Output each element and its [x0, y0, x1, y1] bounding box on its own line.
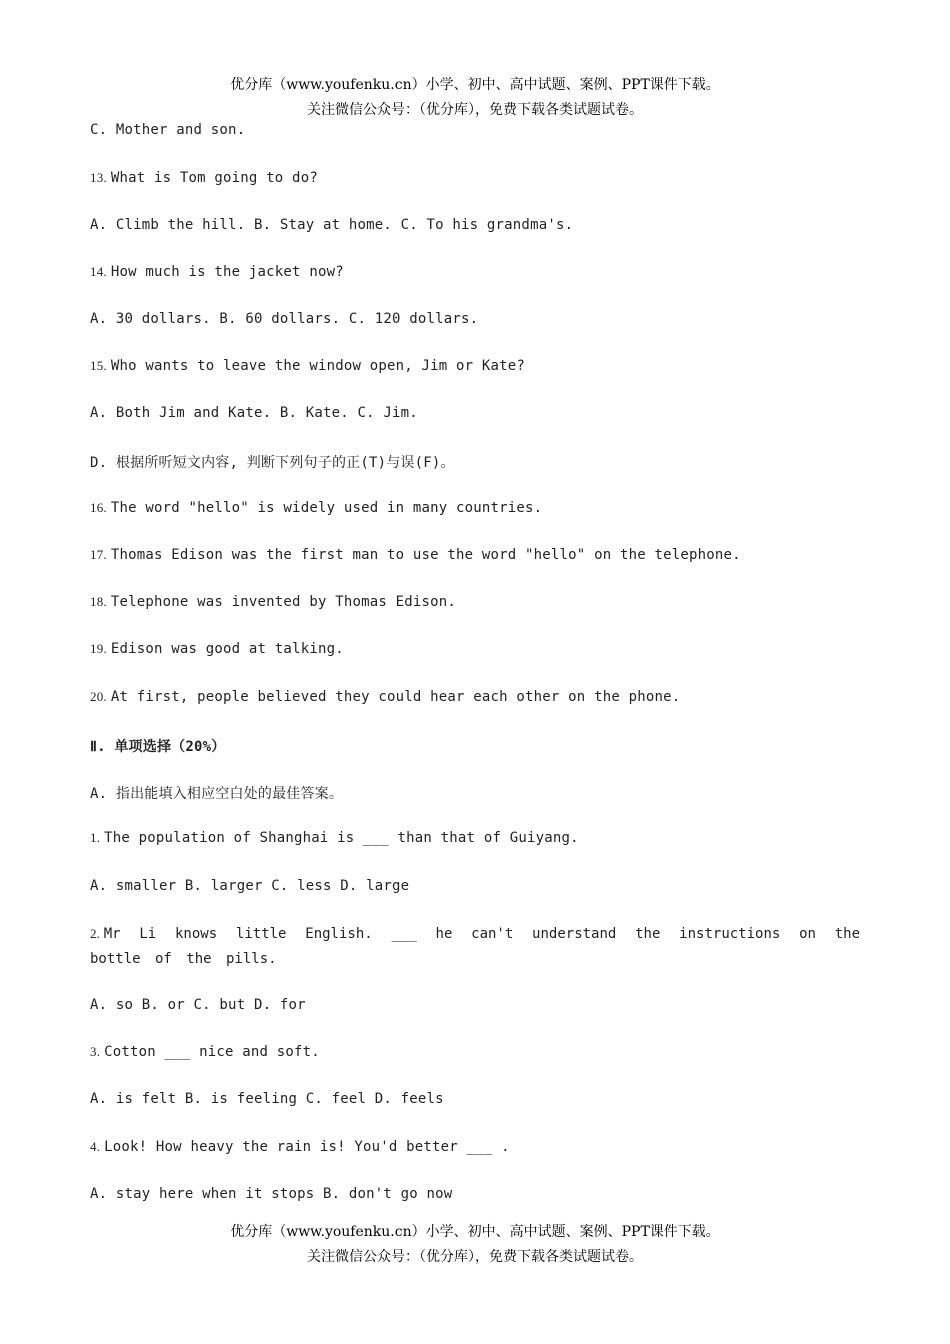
question-number: 19.	[90, 641, 107, 656]
question-number: 4.	[90, 1139, 101, 1154]
section-ii-heading: Ⅱ. 单项选择（20%）	[90, 739, 226, 755]
question-number: 15.	[90, 358, 107, 373]
question-number: 1.	[90, 830, 101, 845]
question-13	[90, 170, 318, 186]
footer-line-2: 关注微信公众号：（优分库），免费下载各类试题试卷。	[307, 1249, 643, 1265]
question-13-options: A. Climb the hill. B. Stay at home. C. To his grandma's.	[90, 217, 574, 233]
question-18	[90, 594, 456, 610]
question-text: Edison was good at talking.	[110, 641, 344, 657]
question-number: 2.	[90, 926, 100, 941]
choice-question-2	[90, 921, 860, 972]
option-line: C. Mother and son.	[90, 122, 246, 138]
question-text: The word "hello" is widely used in many countries.	[110, 500, 543, 516]
question-text: Thomas Edison was the first man to use the word "hello" on the telephone.	[110, 547, 741, 563]
question-19	[90, 641, 344, 657]
header-line-1: 优分库（www.youfenku.cn）小学、初中、高中试题、案例、PPT课件下载。	[230, 77, 720, 93]
question-text: Mr Li knows little English. ___ he can't understand the instructions on the bottle of the pills.	[90, 926, 860, 967]
section-d-heading: D. 根据所听短文内容, 判断下列句子的正(T)与误(F)。	[90, 455, 455, 471]
question-text: Telephone was invented by Thomas Edison.	[110, 594, 457, 610]
choice-question-3	[90, 1044, 320, 1060]
question-15-options: A. Both Jim and Kate. B. Kate. C. Jim.	[90, 405, 418, 421]
choice-question-1-options: A. smaller B. larger C. less D. large	[90, 878, 410, 894]
question-text: At first, people believed they could hear each other on the phone.	[110, 689, 681, 705]
question-number: 14.	[90, 264, 107, 279]
question-text: Who wants to leave the window open, Jim or Kate?	[110, 358, 526, 374]
question-text: How much is the jacket now?	[110, 264, 344, 280]
question-text: What is Tom going to do?	[110, 170, 318, 186]
choice-question-4-options: A. stay here when it stops B. don't go now	[90, 1186, 453, 1202]
question-17	[90, 547, 741, 563]
footer-line-1: 优分库（www.youfenku.cn）小学、初中、高中试题、案例、PPT课件下载。	[230, 1224, 720, 1240]
question-number: 20.	[90, 689, 107, 704]
question-number: 13.	[90, 170, 107, 185]
question-16	[90, 500, 542, 516]
question-14-options: A. 30 dollars. B. 60 dollars. C. 120 dollars.	[90, 311, 479, 327]
choice-question-4	[90, 1139, 510, 1155]
header-line-2: 关注微信公众号：（优分库），免费下载各类试题试卷。	[307, 102, 643, 118]
question-15	[90, 358, 525, 374]
question-number: 3.	[90, 1044, 101, 1059]
question-text: The population of Shanghai is ___ than that of Guiyang.	[104, 830, 579, 846]
question-number: 17.	[90, 547, 107, 562]
question-20	[90, 689, 680, 705]
question-text: Look! How heavy the rain is! You'd better ___ .	[104, 1139, 510, 1155]
question-14	[90, 264, 344, 280]
question-number: 16.	[90, 500, 107, 515]
section-a-heading: A. 指出能填入相应空白处的最佳答案。	[90, 786, 344, 802]
choice-question-2-options: A. so B. or C. but D. for	[90, 997, 306, 1013]
question-number: 18.	[90, 594, 107, 609]
choice-question-1	[90, 830, 579, 846]
question-text: Cotton ___ nice and soft.	[104, 1044, 320, 1060]
choice-question-3-options: A. is felt B. is feeling C. feel D. feels	[90, 1091, 444, 1107]
